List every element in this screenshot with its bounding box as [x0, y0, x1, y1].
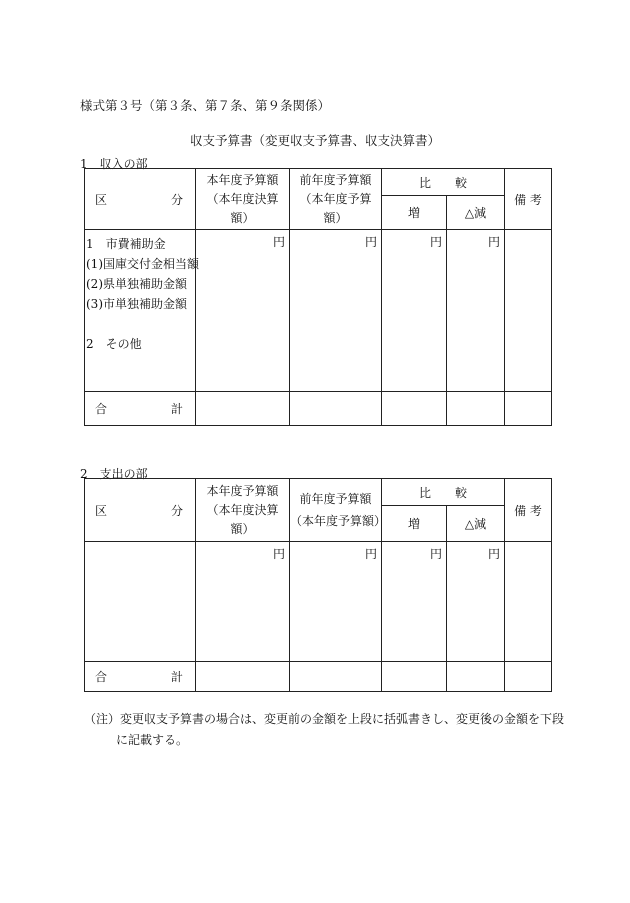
- list-item: (3)市単独補助金額: [86, 297, 187, 311]
- total-label: 合 計: [85, 392, 196, 426]
- decrease-cell: 円: [447, 230, 505, 392]
- income-total-row: [85, 392, 552, 426]
- income-body-row: [85, 230, 552, 392]
- income-table: [84, 168, 552, 426]
- remarks-header: 備 考: [505, 169, 552, 230]
- previous-year-cell: 円: [290, 230, 382, 392]
- income-header-row: [85, 169, 552, 196]
- form-number: 様式第３号（第３条、第７条、第９条関係）: [80, 98, 331, 113]
- remarks-cell: [505, 542, 552, 662]
- remarks-header: 備 考: [505, 479, 552, 542]
- decrease-cell: 円: [447, 542, 505, 662]
- income-section-heading: 1 収入の部: [80, 157, 148, 171]
- previous-year-header: 前年度予算額 （本年度予算額）: [290, 479, 382, 542]
- footnote: [84, 709, 564, 751]
- expense-body-row: [85, 542, 552, 662]
- comparison-header: 比 較: [382, 479, 505, 506]
- current-year-cell: 円: [196, 230, 290, 392]
- expense-table: [84, 478, 552, 692]
- income-items-cell: [85, 230, 199, 392]
- increase-cell: 円: [382, 542, 447, 662]
- expense-total-row: [85, 662, 552, 692]
- increase-header: 増: [382, 506, 447, 542]
- total-label: 合 計: [85, 662, 196, 692]
- current-year-header: 本年度予算額 （本年度決算 額）: [196, 479, 290, 542]
- expense-items-cell: [85, 542, 196, 662]
- current-year-header: 本年度予算額 （本年度決算 額）: [196, 169, 290, 230]
- increase-header: 増: [382, 196, 447, 230]
- previous-year-header: 前年度予算額 （本年度予算 額）: [290, 169, 382, 230]
- list-item: 1 市費補助金: [86, 237, 166, 251]
- list-item: 2 その他: [86, 337, 142, 351]
- category-header: 区 分: [85, 169, 196, 230]
- list-item: (1)国庫交付金相当額: [86, 257, 199, 271]
- current-year-cell: 円: [196, 542, 290, 662]
- previous-year-cell: 円: [290, 542, 382, 662]
- expense-header-row: [85, 479, 552, 506]
- increase-cell: 円: [382, 230, 447, 392]
- footnote-line-1: （注）変更収支予算書の場合は、変更前の金額を上段に括弧書きし、変更後の金額を下段: [84, 712, 565, 726]
- category-header: 区 分: [85, 479, 196, 542]
- expense-section-heading: 2 支出の部: [80, 467, 148, 481]
- decrease-header: △減: [447, 506, 505, 542]
- remarks-cell: [505, 230, 552, 392]
- footnote-line-2: に記載する。: [116, 733, 189, 747]
- comparison-header: 比 較: [382, 169, 505, 196]
- decrease-header: △減: [447, 196, 505, 230]
- document-title: 収支予算書（変更収支予算書、収支決算書）: [189, 133, 440, 148]
- list-item: (2)県単独補助金額: [86, 277, 187, 291]
